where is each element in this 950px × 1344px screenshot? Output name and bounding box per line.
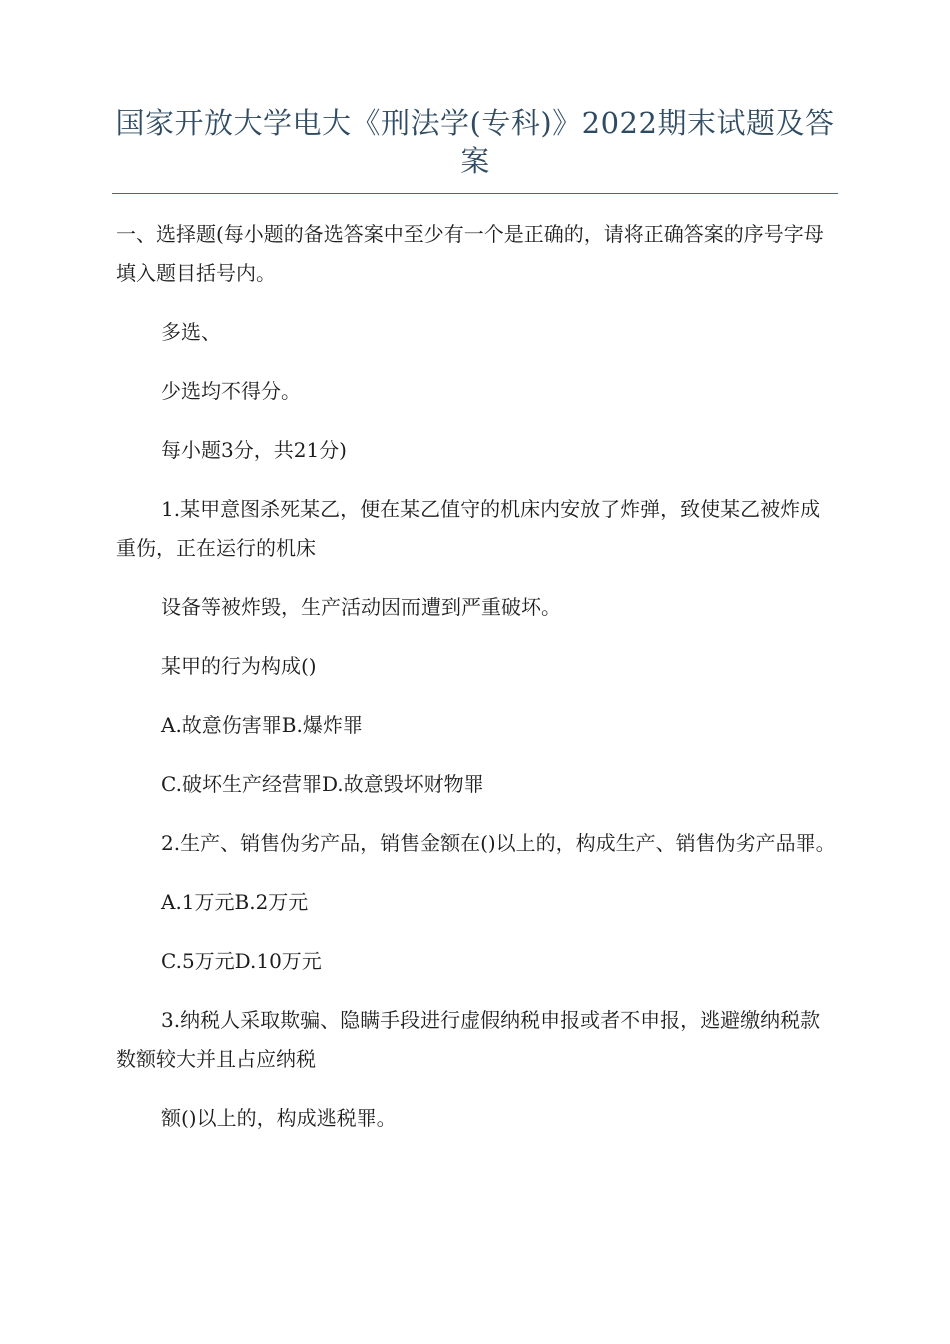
question-1-text: 1.某甲意图杀死某乙，便在某乙值守的机床内安放了炸弹，致使某乙被炸成重伤，正在运行的机床 bbox=[116, 497, 821, 560]
paragraph: 少选均不得分。 bbox=[161, 379, 301, 403]
question-1-prompt: 某甲的行为构成() bbox=[161, 654, 317, 678]
question-2-options-ab: A.1万元B.2万元 bbox=[161, 890, 309, 914]
title-divider bbox=[112, 193, 838, 194]
document-title: 国家开放大学电大《刑法学(专科)》2022期末试题及答案 bbox=[115, 106, 835, 178]
paragraph: 多选、 bbox=[161, 320, 221, 344]
question-1-text-cont: 设备等被炸毁，生产活动因而遭到严重破坏。 bbox=[161, 595, 561, 619]
question-2-text: 2.生产、销售伪劣产品，销售金额在()以上的，构成生产、销售伪劣产品罪。 bbox=[161, 831, 836, 855]
question-1-options-cd: C.破坏生产经营罪D.故意毁坏财物罪 bbox=[161, 772, 484, 796]
question-3-text: 3.纳税人采取欺骗、隐瞒手段进行虚假纳税申报或者不申报，逃避缴纳税款数额较大并且占应纳税 bbox=[116, 1008, 821, 1071]
question-2-options-cd: C.5万元D.10万元 bbox=[161, 949, 322, 973]
document-body bbox=[116, 215, 836, 1158]
paragraph: 每小题3分，共21分) bbox=[161, 438, 347, 462]
question-3-text-cont: 额()以上的，构成逃税罪。 bbox=[161, 1106, 397, 1130]
paragraph-section-heading: 一、选择题(每小题的备选答案中至少有一个是正确的，请将正确答案的序号字母填入题目括号内。 bbox=[116, 222, 824, 285]
question-1-options-ab: A.故意伤害罪B.爆炸罪 bbox=[161, 713, 363, 737]
